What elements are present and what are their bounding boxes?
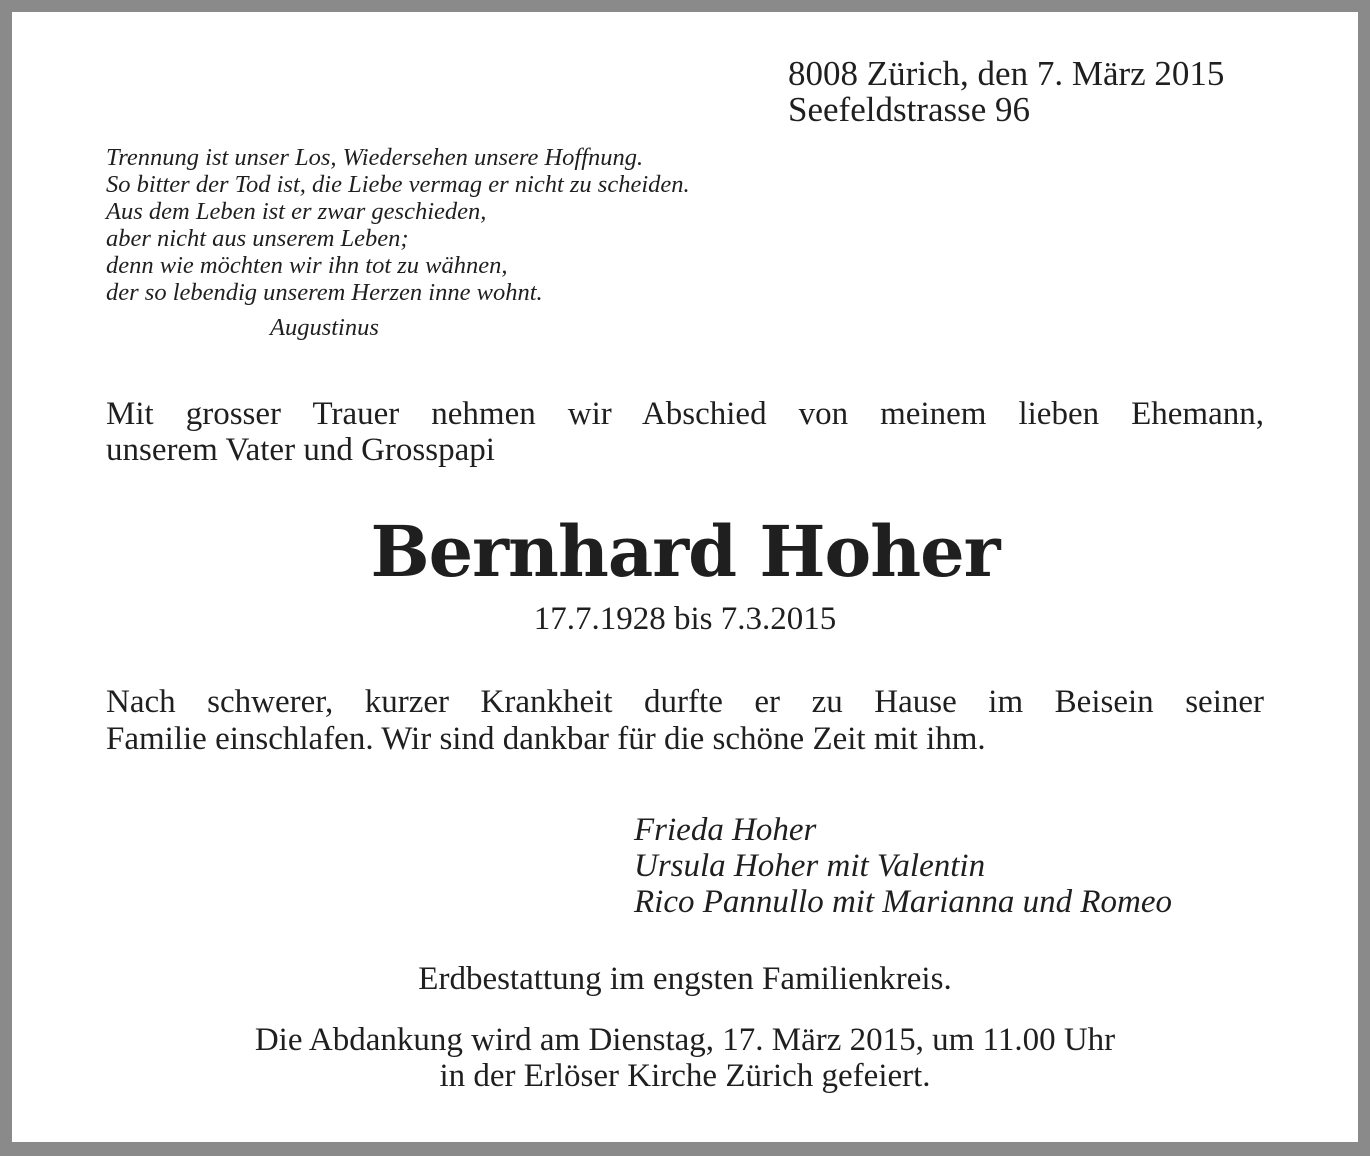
service-line: in der Erlöser Kirche Zürich gefeiert. xyxy=(439,1058,931,1094)
quote-line: denn wie möchten wir ihn tot zu wähnen, xyxy=(106,252,508,279)
service-line: Die Abdankung wird am Dienstag, 17. März 2015, um 11.00 Uhr xyxy=(254,1022,1116,1058)
message-text xyxy=(106,684,1264,758)
quote-block xyxy=(106,144,690,306)
place-date: 8008 Zürich, den 7. März 2015 xyxy=(788,54,1225,93)
family-member: Frieda Hoher xyxy=(634,812,817,848)
quote-line: der so lebendig unserem Herzen inne wohnt. xyxy=(106,279,543,306)
family-member: Ursula Hoher mit Valentin xyxy=(634,848,986,884)
intro-line: Mit grosser Trauer nehmen wir Abschied von meinem lieben Ehemann, xyxy=(106,396,1264,432)
message-line: Familie einschlafen. Wir sind dankbar für die schöne Zeit mit ihm. xyxy=(106,721,986,757)
quote-line: aber nicht aus unserem Leben; xyxy=(106,225,409,252)
family-signatures xyxy=(634,812,1172,920)
service-notice xyxy=(12,1022,1358,1094)
quote-line: So bitter der Tod ist, die Liebe vermag er nicht zu scheiden. xyxy=(106,171,690,198)
intro-line: unserem Vater und Grosspapi xyxy=(106,432,495,468)
intro-text xyxy=(106,396,1264,468)
address-block xyxy=(788,56,1224,128)
message-line: Nach schwerer, kurzer Krankheit durfte er zu Hause im Beisein seiner xyxy=(106,684,1264,720)
quote-line: Trennung ist unser Los, Wiedersehen unsere Hoffnung. xyxy=(106,144,644,171)
deceased-name: Bernhard Hoher xyxy=(370,510,1000,593)
quote-line: Aus dem Leben ist er zwar geschieden, xyxy=(106,198,487,225)
quote-author: Augustinus xyxy=(270,314,379,341)
burial-notice: Erdbestattung im engsten Familienkreis. xyxy=(418,961,952,997)
life-dates: 17.7.1928 bis 7.3.2015 xyxy=(533,601,837,637)
obituary-page xyxy=(12,12,1358,1142)
family-member: Rico Pannullo mit Marianna und Romeo xyxy=(634,884,1173,920)
street-address: Seefeldstrasse 96 xyxy=(788,90,1031,129)
